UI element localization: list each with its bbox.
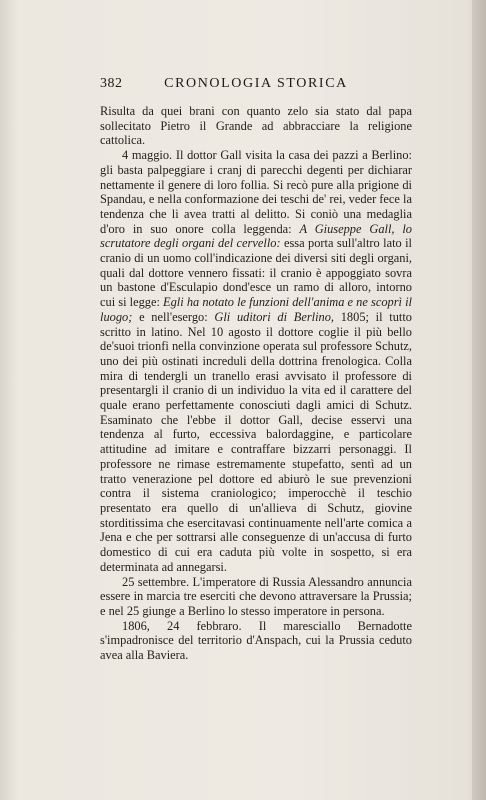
gall-text-2: essa porta sull'altro lato il cranio di un uomo coll'indicazione dei diversi siti degli organi, quali dal dottore vennero fissati: il cranio è appoggiato sovra un bastone d'Esculapio dond'esce un ramo di alloro, intorno cui si legge: — [100, 236, 412, 310]
paragraph-gall — [100, 148, 412, 574]
page-number: 382 — [100, 76, 123, 91]
medal-exergue: Gli uditori di Berlino, — [214, 309, 335, 324]
paragraph-papa: Risulta da quei brani con quanto zelo sia stato dal papa sollecitato Pietro il Grande ad abbracciare la religione cattolica. — [100, 104, 412, 148]
page-header — [100, 76, 412, 96]
medal-inscription: Egli ha notato le funzioni dell'anima e ne scoprì il luogo; — [100, 295, 412, 324]
paragraph-bernadotte: 1806, 24 febbraro. Il maresciallo Bernadotte s'impadronisce del territorio d'Anspach, cui la Prussia ceduto avea alla Baviera. — [100, 618, 412, 663]
running-title: CRONOLOGIA STORICA — [164, 76, 348, 91]
medal-legend: A Giuseppe Gall, lo scrutatore degli organi del cervello: — [100, 221, 413, 251]
page-body — [100, 104, 412, 663]
gall-text-3: e nell'esergo: — [132, 309, 215, 324]
paragraph-alessandro: 25 settembre. L'imperatore di Russia Alessandro annuncia essere in marcia tre eserciti che devono attraversare la Prussia; e nel 25 giunge a Berlino lo stesso imperatore in persona. — [100, 574, 412, 618]
gall-text-4: 1805; il tutto scritto in latino. Nel 10 agosto il dottore coglie il più bello de'suoi trionfi nella convinzione operata sul professore Schutz, uno dei più ostinati increduli della dottrina frenologica. Colla mira di tendergli un tranello erasi avvisato il professore di presentargli il cranio di un individuo la vita ed il carattere del quale erano perfettamente conosciuti dagli amici di Schutz. Esaminato che l'ebbe il dottor Gall, decise esservi una tendenza al furto, eccessiva balordaggine, e particolare attitudine ad imitare e contraffare bizzarri personaggi. Il professore ne rimase estremamente stupefatto, sentì ad un tratto venerazione pel dottore ed abiurò le sue prevenzioni contra il sistema craniologico; imperocchè il teschio presentato era quello di un'allieva di Schutz, giovine storditissima che esercitavasi continuamente nell'arte comica a Jena e che per sottrarsi alle conseguenze di un'accusa di furto domestico di cui era caduta più volte in sospetto, si era determinata ad annegarsi. — [100, 309, 412, 574]
page-gutter — [472, 0, 486, 800]
gall-text-1: 4 maggio. Il dottor Gall visita la casa dei pazzi a Berlino: gli basta palpeggiare i cranj di parecchi degenti per dichiarar nettamente il genere di loro follia. Si recò pure alla prigione di Spandau, e nella conformazione dei teschi de' rei, veder fece la tendenza che li avea tratti al delitto. Si coniò una medaglia d'oro in suo onore colla leggenda: — [100, 148, 412, 236]
